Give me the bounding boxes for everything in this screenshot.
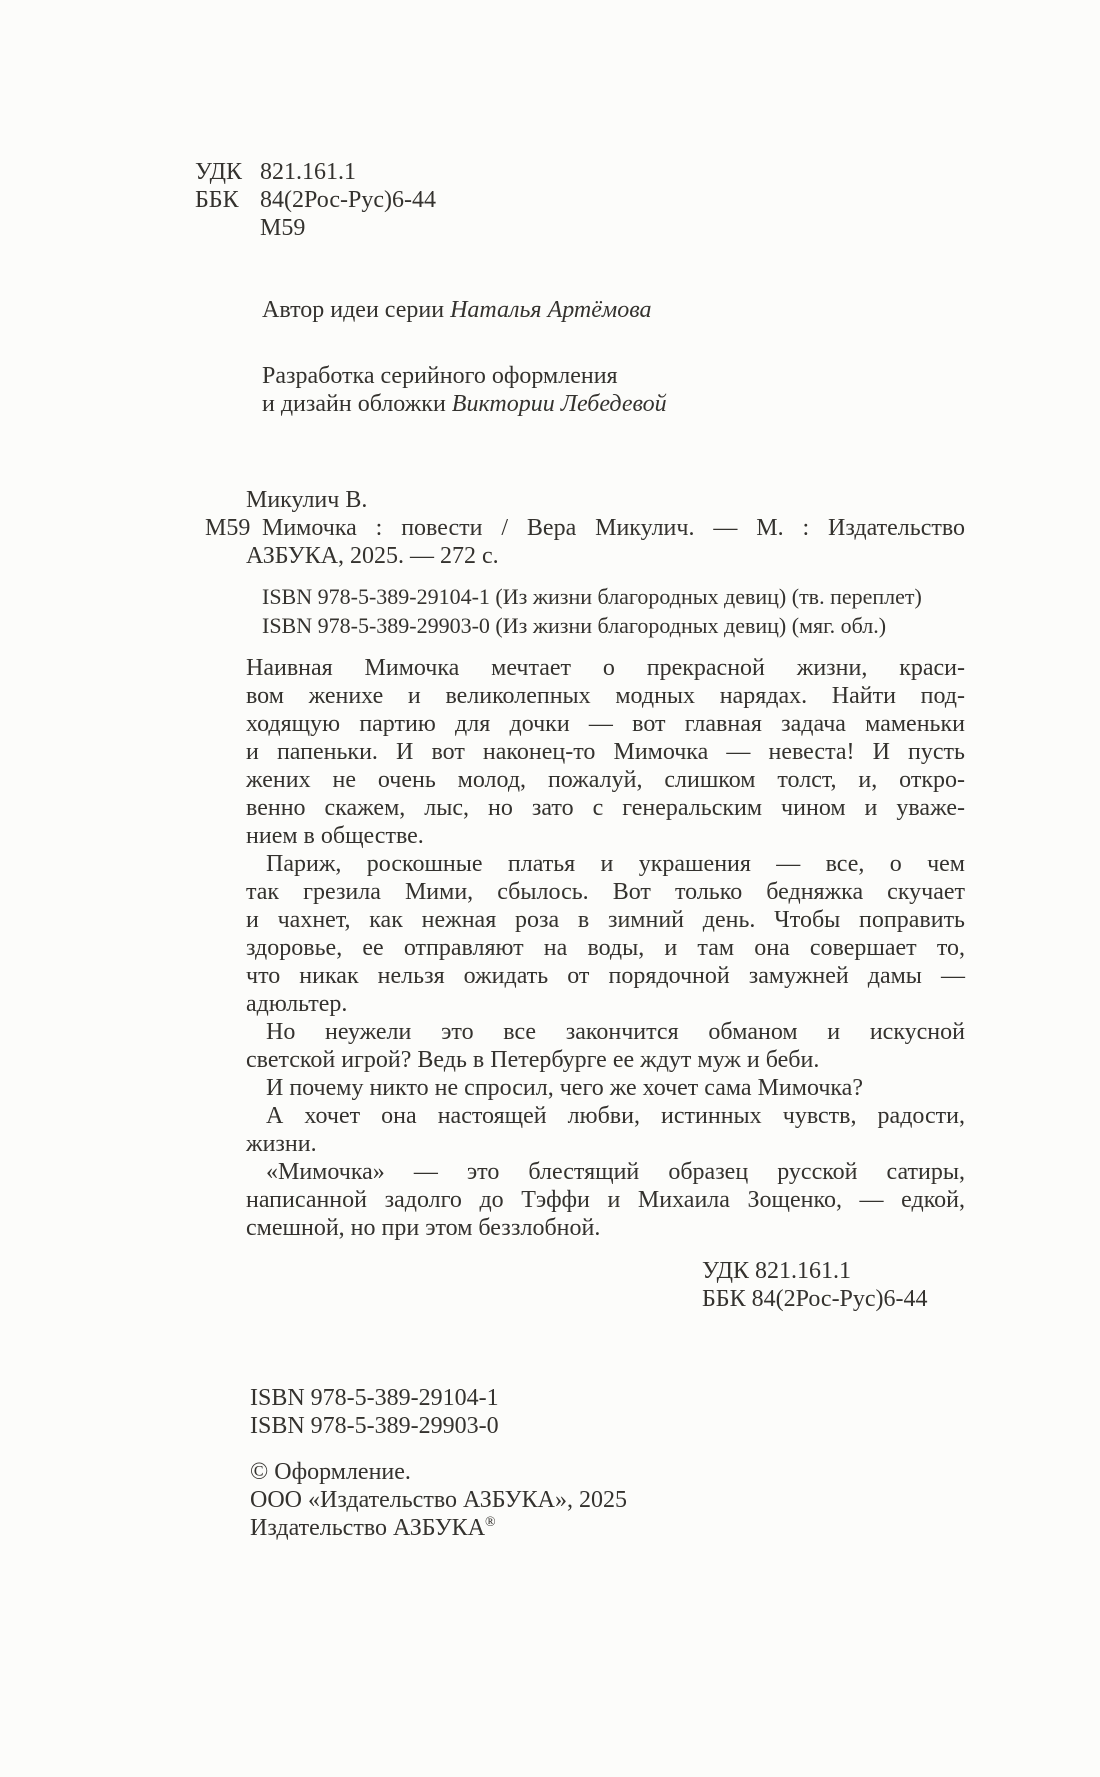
bbk-row [195,186,436,214]
card-entry-line-1 [205,514,965,542]
annotation-paragraph [246,1158,965,1242]
copyright-block [250,1458,627,1542]
copyright-design-line: © Оформление. [250,1459,411,1485]
series-idea-line [262,296,667,324]
author-sign-row [195,214,436,242]
isbn-paperback: ISBN 978-5-389-29903-0 [250,1413,499,1439]
annotation-line: и чахнет, как нежная роза в зимний день. Чтобы поправить [246,907,965,933]
classification-codes-top [195,158,436,242]
classification-codes-bottom [702,1257,928,1313]
annotation-paragraph [246,850,965,1018]
design-credit-line-1: Разработка серийного оформления [262,363,618,389]
udk-value: 821.161.1 [260,159,356,185]
design-credit-prefix: и дизайн обложки [262,391,452,417]
annotation-line: Наивная Мимочка мечтает о прекрасной жизни, краси- [246,655,965,681]
annotation-line: так грезила Мими, сбылось. Вот только бедняжка скучает [246,879,965,905]
annotation-line: вом женихе и великолепных модных нарядах. Найти под- [246,683,965,709]
annotation-paragraph [246,1018,965,1074]
card-isbn-block [262,582,922,640]
annotation-line: что никак нельзя ожидать от порядочной замужней дамы — [246,963,965,989]
annotation-line: жизни. [246,1131,317,1157]
udk-bottom: УДК 821.161.1 [702,1258,851,1284]
udk-row [195,158,436,186]
annotation-line: И почему никто не спросил, чего же хочет сама Мимочка? [266,1075,863,1101]
bbk-value: 84(2Рос-Рус)6-44 [260,187,436,213]
annotation-line: написанной задолго до Тэффи и Михаила Зощенко, — едкой, [246,1187,965,1213]
series-idea-prefix: Автор идеи серии [262,297,451,323]
design-credit-author: Виктории Лебедевой [451,391,667,417]
card-author-heading: Микулич В. [246,487,368,513]
copyright-publisher-line: ООО «Издательство АЗБУКА», 2025 [250,1487,628,1513]
annotation-line: смешной, но при этом беззлобной. [246,1215,601,1241]
design-credit-line-2 [262,390,667,418]
bbk-label: ББК [195,187,239,213]
card-entry-line-2: АЗБУКА, 2025. — 272 с. [246,543,499,569]
annotation-line: Но неужели это все закончится обманом и искусной [266,1019,965,1045]
annotation-paragraph [246,1074,965,1102]
card-isbn-hardcover: ISBN 978-5-389-29104-1 (Из жизни благородных девиц) (тв. переплет) [262,584,922,609]
author-sign: М59 [260,215,306,241]
author-sign-spacer [195,214,260,242]
publisher-trademark-line [250,1514,627,1542]
isbn-hardcover: ISBN 978-5-389-29104-1 [250,1385,499,1411]
annotation [246,654,965,1242]
annotation-line: ходящую партию для дочки — вот главная задача маменьки [246,711,965,737]
annotation-line: А хочет она настоящей любви, истинных чувств, радости, [266,1103,965,1129]
annotation-line: здоровье, ее отправляют на воды, и там она совершает то, [246,935,965,961]
annotation-line: нием в обществе. [246,823,424,849]
annotation-line: жених не очень молод, пожалуй, слишком толст, и, откро- [246,767,965,793]
annotation-line: светской игрой? Ведь в Петербурге ее ждут муж и беби. [246,1047,820,1073]
card-entry-text: Мимочка : повести / Вера Микулич. — М. : Издательство [262,515,965,541]
registered-trademark-symbol: ® [485,1515,496,1530]
annotation-line: Париж, роскошные платья и украшения — все, о чем [266,851,965,877]
card-isbn-paperback: ISBN 978-5-389-29903-0 (Из жизни благородных девиц) (мяг. обл.) [262,613,887,638]
annotation-paragraph [246,654,965,850]
bbk-bottom: ББК 84(2Рос-Рус)6-44 [702,1286,928,1312]
series-idea-author: Наталья Артёмова [450,297,652,323]
annotation-line: «Мимочка» — это блестящий образец русской сатиры, [266,1159,965,1185]
annotation-paragraph [246,1102,965,1158]
card-author-sign: М59 [205,515,251,541]
udk-label: УДК [195,159,242,185]
annotation-line: и папеньки. И вот наконец-то Мимочка — невеста! И пусть [246,739,965,765]
catalog-card [205,486,965,570]
annotation-line: адюльтер. [246,991,348,1017]
annotation-line: венно скажем, лыс, но зато с генеральским чином и уваже- [246,795,965,821]
series-credits [262,296,667,418]
publisher-name: Издательство АЗБУКА [250,1515,486,1541]
isbn-block-bottom [250,1384,499,1440]
